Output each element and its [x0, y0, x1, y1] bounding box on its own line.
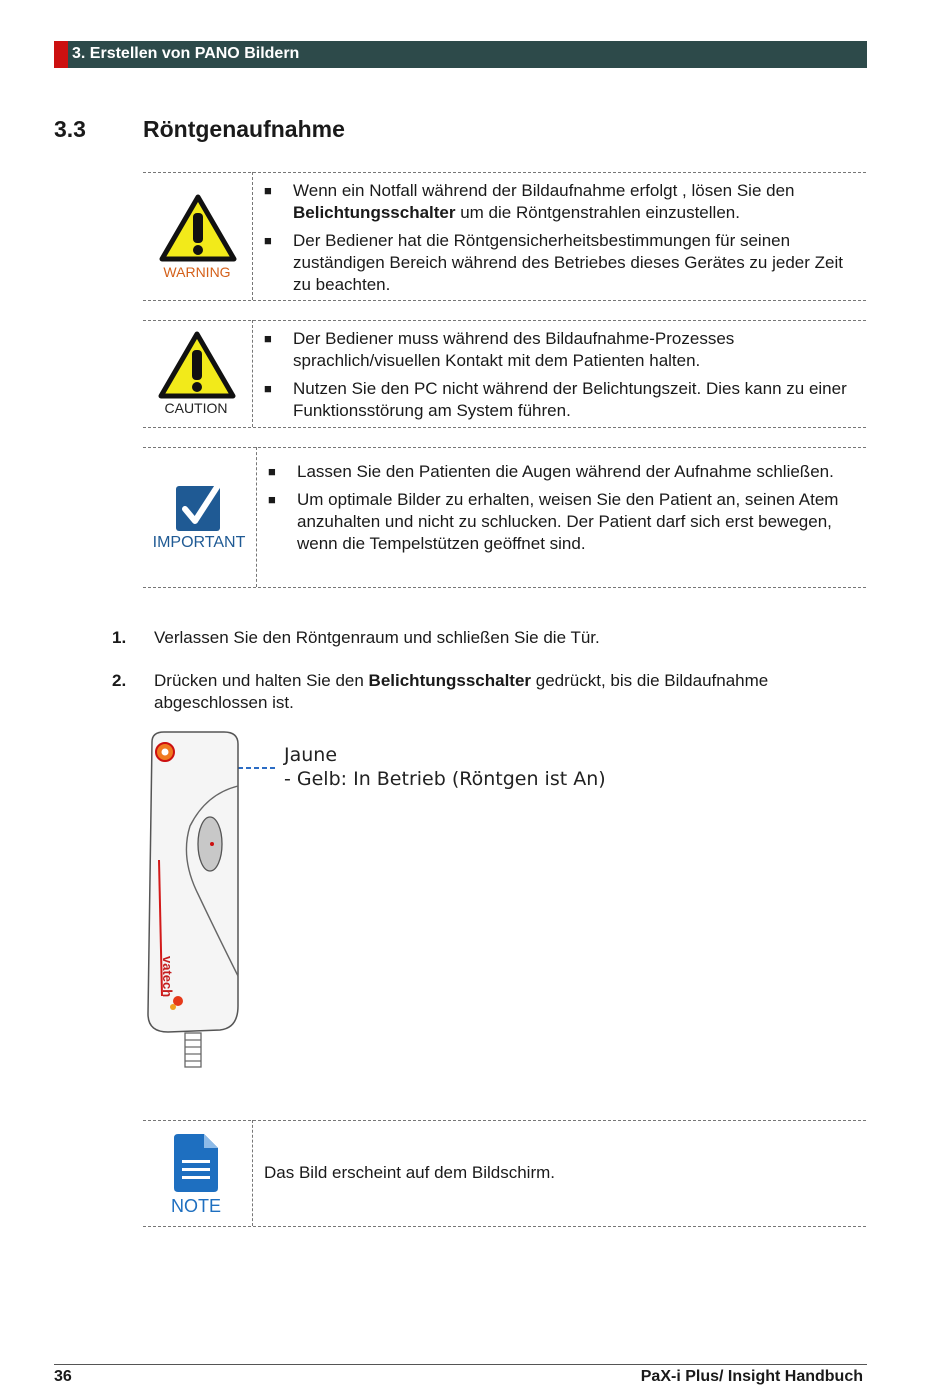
section-number: 3.3 [54, 116, 86, 142]
note-bottom-divider [143, 1226, 866, 1227]
step-text-bold: Belichtungsschalter [368, 671, 532, 690]
chapter-title: 3. Erstellen von PANO Bildern [72, 45, 300, 62]
bullet-icon: ■ [264, 331, 272, 346]
note-document-icon [172, 1132, 220, 1194]
note-text: Das Bild erscheint auf dem Bildschirm. [264, 1163, 556, 1182]
bullet-icon: ■ [268, 464, 276, 479]
bullet-icon: ■ [264, 183, 272, 198]
caution-icon [157, 330, 237, 400]
step-text-part: Verlassen Sie den Röntgenraum und schließen Sie die Tür. [154, 628, 600, 647]
caution-item [264, 378, 860, 422]
page-number: 36 [54, 1368, 72, 1385]
caution-label: CAUTION [164, 400, 228, 416]
warning-item-bold: Belichtungsschalter [293, 203, 456, 222]
warning-item-text-end: um die Röntgenstrahlen einzustellen. [455, 203, 740, 222]
step-text [154, 627, 854, 649]
bullet-icon: ■ [268, 492, 276, 507]
lamp-callout-description: - Gelb: In Betrieb (Röntgen ist An) [284, 768, 606, 790]
warning-column-divider [252, 172, 253, 300]
important-item-text: Um optimale Bilder zu erhalten, weisen Sie den Patient an, seinen Atem anzuhalten und nicht zu schlucken. Der Patient darf sich erst bewegen, wenn die Tempelstützen geöffnet sind. [297, 490, 839, 553]
caution-item-text: Der Bediener muss während des Bildaufnahme-Prozesses sprachlich/visuellen Kontakt mit dem Patienten halten. [293, 329, 735, 370]
important-top-divider [143, 447, 866, 448]
warning-item-text: Wenn ein Notfall während der Bildaufnahme erfolgt , lösen Sie den [293, 181, 795, 200]
manual-title: PaX-i Plus/ Insight Handbuch [640, 1368, 863, 1385]
step-text-part: Drücken und halten Sie den [154, 671, 369, 690]
important-item [268, 461, 860, 483]
warning-bottom-divider [143, 300, 866, 301]
important-item [268, 489, 860, 555]
warning-item [264, 180, 860, 224]
important-column-divider [256, 447, 257, 587]
warning-label: WARNING [163, 264, 231, 280]
step-number: 2. [112, 671, 127, 690]
warning-item-text: Der Bediener hat die Röntgensicherheitsbestimmungen für seinen zuständigen Bereich während des Betriebes dieses Gerätes zu jeder Zeit zu beachten. [293, 231, 843, 294]
caution-item [264, 328, 860, 372]
bullet-icon: ■ [264, 381, 272, 396]
section-title: Röntgenaufnahme [143, 116, 345, 142]
brand-logo-text: vatech [160, 956, 175, 998]
caution-column-divider [252, 320, 253, 427]
footer-divider [54, 1364, 867, 1365]
note-column-divider [252, 1120, 253, 1226]
chapter-header [54, 41, 867, 68]
warning-list [264, 180, 860, 302]
warning-icon [158, 193, 238, 263]
bullet-icon: ■ [264, 233, 272, 248]
important-label: IMPORTANT [152, 534, 246, 551]
important-item-text: Lassen Sie den Patienten die Augen während der Aufnahme schließen. [297, 462, 834, 481]
note-label: NOTE [170, 1196, 221, 1216]
important-bottom-divider [143, 587, 866, 588]
warning-item [264, 230, 860, 296]
caution-bottom-divider [143, 427, 866, 428]
lamp-callout-title: Jaune [284, 744, 338, 766]
header-accent [54, 41, 68, 68]
caution-list [264, 328, 860, 428]
checkmark-icon [175, 483, 223, 533]
step-text-part: gedrückt, bis die Bildaufnahme abgeschlossen ist. [154, 671, 769, 712]
step-number: 1. [112, 628, 127, 647]
caution-item-text: Nutzen Sie den PC nicht während der Belichtungszeit. Dies kann zu einer Funktionsstörung am System führen. [293, 379, 847, 420]
step-text [154, 670, 854, 714]
important-list [268, 461, 860, 561]
